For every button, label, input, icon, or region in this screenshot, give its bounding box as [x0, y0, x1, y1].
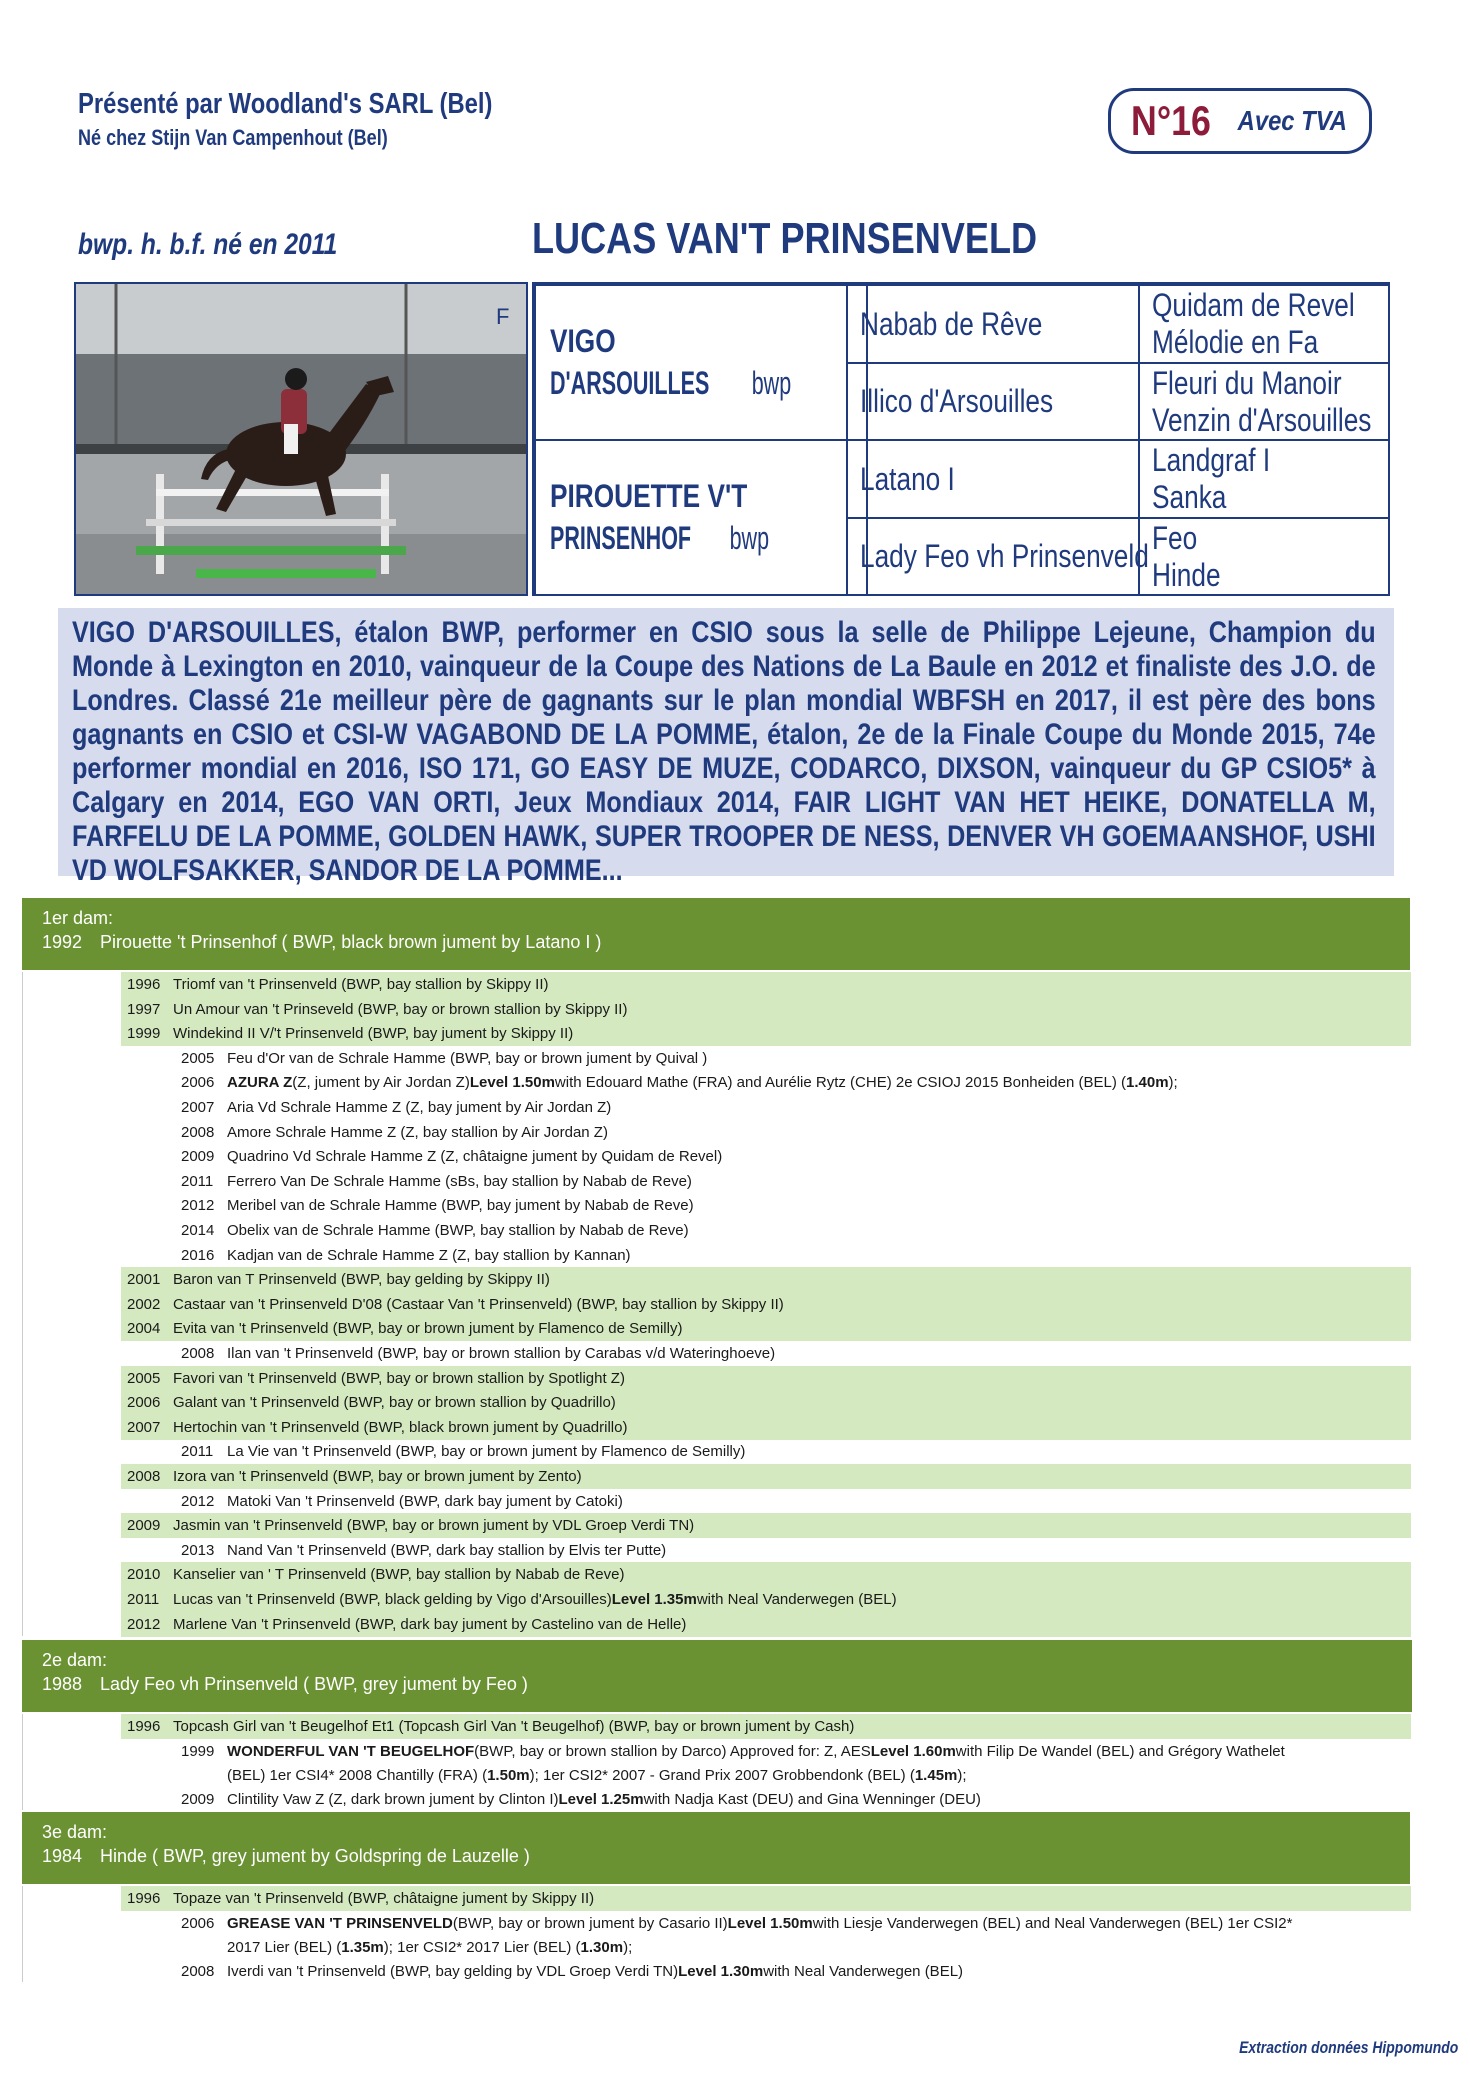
list-item: 2009 Jasmin van 't Prinsenveld (BWP, bay or brown jument by VDL Groep Verdi TN) [121, 1513, 1411, 1538]
dam-3-label: 3e dam: [42, 1822, 108, 1842]
lot-number: N°16 [1130, 97, 1211, 144]
dam-2-label: 2e dam: [42, 1650, 108, 1670]
pedigree-dam [534, 439, 868, 596]
list-item: 2013 Nand Van 't Prinsenveld (BWP, dark bay stallion by Elvis ter Putte) [181, 1541, 667, 1559]
pedigree-dam-dam: Lady Feo vh Prinsenveld [846, 517, 1140, 596]
dam-3-header [22, 1812, 1410, 1884]
list-item: 2011 Ferrero Van De Schrale Hamme (sBs, bay stallion by Nabab de Reve) [181, 1172, 692, 1190]
list-item: 2005 Feu d'Or van de Schrale Hamme (BWP, bay or brown jument by Quival ) [181, 1049, 708, 1067]
list-item: 2007 Aria Vd Schrale Hamme Z (Z, bay jument by Air Jordan Z) [181, 1099, 612, 1116]
sire-bio-text: VIGO D'ARSOUILLES, étalon BWP, performer en CSIO sous la selle de Philippe Lejeune, Champion du Monde à Lexington en 2010, vainqueur de la Coupe des Nations de La Baule en 2012 et finaliste des J.O. de Londres. Classé 21e meilleur père de gagnants sur le plan mondial WBFSH en 2017, il est père des bons gagnants en CSIO et CSI-W VAGABOND DE LA POMME, étalon, 2e de la Finale Coupe du Monde 2015, 74e performer mondial en 2016, ISO 171, GO EASY DE MUZE, CODARCO, DIXSON, vainqueur du GP CSIO5* à Calgary en 2014, EGO VAN ORTI, Jeux Mondiaux 2014, FAIR LIGHT VAN HET HEIKE, DONATELLA M, FARFELU DE LA POMME, GOLDEN HAWK, SUPER TROOPER DE NESS, DENVER VH GOEMAANSHOF, USHI VD WOLFSAKKER, SANDOR DE LA POMME... [72, 616, 1376, 887]
list-item: 2009 Clintility Vaw Z (Z, dark brown jument by Clinton I) Level 1.25m with Nadja Kast (DEU) and Gina Wenninger (DEU) [181, 1791, 981, 1808]
list-item: 2012 Matoki Van 't Prinsenveld (BWP, dark bay jument by Catoki) [181, 1492, 623, 1510]
list-item: 1996 Topaze van 't Prinsenveld (BWP, châtaigne jument by Skippy II) [121, 1886, 1411, 1911]
list-item: 2017 Lier (BEL) ( 1.35m ); 1er CSI2* 2017 Lier (BEL) ( 1.30m ); [227, 1939, 633, 1956]
pedigree-ggp-3: Landgraf I Sanka [1138, 439, 1390, 519]
list-item: 2007 Hertochin van 't Prinsenveld (BWP, black brown jument by Quadrillo) [121, 1415, 1411, 1440]
list-item: 2014 Obelix van de Schrale Hamme (BWP, bay stallion by Nabab de Reve) [181, 1222, 689, 1239]
list-item: 2012 Marlene Van 't Prinsenveld (BWP, dark bay jument by Castelino van de Helle) [121, 1612, 1411, 1637]
list-item: 2006 Galant van 't Prinsenveld (BWP, bay or brown stallion by Quadrillo) [121, 1390, 1411, 1415]
list-item: 1997 Un Amour van 't Prinseveld (BWP, bay or brown stallion by Skippy II) [121, 997, 1411, 1022]
horse-description: bwp. h. b.f. né en 2011 [78, 228, 338, 261]
list-item: 2006 AZURA Z (Z, jument by Air Jordan Z) Level 1.50m with Edouard Mathe (FRA) and Aurélie Rytz (CHE) 2e CSIOJ 2015 Bonheiden (BEL) ( 1.40m ); [181, 1074, 1178, 1092]
list-item: 2011 La Vie van 't Prinsenveld (BWP, bay or brown jument by Flamenco de Semilly) [181, 1443, 746, 1461]
horse-photo [74, 282, 528, 596]
presenter-text: Présenté par Woodland's SARL (Bel) [78, 88, 493, 120]
list-item: 1996 Triomf van 't Prinsenveld (BWP, bay stallion by Skippy II) [121, 972, 1411, 997]
dam-2-title: 1988 Lady Feo vh Prinsenveld ( BWP, grey jument by Feo ) [42, 1674, 528, 1694]
breeder-text: Né chez Stijn Van Campenhout (Bel) [78, 125, 388, 150]
list-item: 2002 Castaar van 't Prinsenveld D'08 (Castaar Van 't Prinsenveld) (BWP, bay stallion by Skippy II) [121, 1292, 1411, 1317]
list-item: 2006 GREASE VAN 'T PRINSENVELD (BWP, bay or brown jument by Casario II) Level 1.50m with Liesje Vanderwegen (BEL) and Neal Vanderwegen (BEL) 1er CSI2* [181, 1915, 1293, 1932]
vat-note: Avec TVA [1237, 105, 1347, 136]
pedigree-sire-sire: Nabab de Rêve [846, 284, 1140, 364]
list-item: 2001 Baron van T Prinsenveld (BWP, bay gelding by Skippy II) [121, 1267, 1411, 1292]
list-item: 2004 Evita van 't Prinsenveld (BWP, bay or brown jument by Flamenco de Semilly) [121, 1316, 1411, 1341]
dam-1-label: 1er dam: [42, 908, 114, 928]
list-item: 1999 WONDERFUL VAN 'T BEUGELHOF (BWP, bay or brown stallion by Darco) Approved for: Z, AES Level 1.60m with Filip De Wandel (BEL) and Grégory Wathelet [181, 1743, 1285, 1760]
list-item: 2009 Quadrino Vd Schrale Hamme Z (Z, châtaigne jument by Quidam de Revel) [181, 1148, 723, 1166]
svg-text:F: F [496, 304, 510, 329]
dam-line2: PRINSENHOF bwp [550, 519, 769, 556]
pedigree-ggp-4: Feo Hinde [1138, 517, 1390, 596]
list-item: 2016 Kadjan van de Schrale Hamme Z (Z, bay stallion by Kannan) [181, 1246, 631, 1264]
pedigree-sire [534, 284, 868, 441]
list-item: 2008 Izora van 't Prinsenveld (BWP, bay or brown jument by Zento) [121, 1464, 1411, 1489]
pedigree-table [532, 282, 1390, 596]
list-item: 2011 Lucas van 't Prinsenveld (BWP, black gelding by Vigo d'Arsouilles) Level 1.35m with Neal Vanderwegen (BEL) [121, 1587, 1411, 1612]
pedigree-sire-dam: Illico d'Arsouilles [846, 362, 1140, 441]
list-item: 1999 Windekind II V/'t Prinsenveld (BWP, bay jument by Skippy II) [121, 1021, 1411, 1046]
pedigree-ggp-2: Fleuri du Manoir Venzin d'Arsouilles [1138, 362, 1390, 441]
list-item: 2005 Favori van 't Prinsenveld (BWP, bay or brown stallion by Spotlight Z) [121, 1366, 1411, 1391]
dam-2-header [22, 1640, 1412, 1712]
list-item: 2008 Amore Schrale Hamme Z (Z, bay stallion by Air Jordan Z) [181, 1123, 608, 1141]
pedigree-dam-sire: Latano I [846, 439, 1140, 519]
list-item: 2008 Iverdi van 't Prinsenveld (BWP, bay gelding by VDL Groep Verdi TN) Level 1.30m with Neal Vanderwegen (BEL) [181, 1963, 964, 1980]
list-item: (BEL) 1er CSI4* 2008 Chantilly (FRA) ( 1.50m ); 1er CSI2* 2007 - Grand Prix 2007 Grobbendonk (BEL) ( 1.45m ); [227, 1767, 967, 1784]
sire-line2: D'ARSOUILLES bwp [550, 364, 792, 401]
list-item: 2012 Meribel van de Schrale Hamme (BWP, bay jument by Nabab de Reve) [181, 1197, 694, 1215]
presenter-block [78, 88, 583, 151]
lot-badge [1108, 88, 1372, 154]
dam-1-title: 1992 Pirouette 't Prinsenhof ( BWP, black brown jument by Latano I ) [42, 932, 602, 952]
list-item: 2010 Kanselier van ' T Prinsenveld (BWP, bay stallion by Nabab de Reve) [121, 1562, 1411, 1587]
horse-name: LUCAS VAN'T PRINSENVELD [532, 214, 1038, 263]
pedigree-ggp-1: Quidam de Revel Mélodie en Fa [1138, 284, 1390, 364]
dam-3-offspring-list [22, 1886, 1411, 1982]
list-item: 2008 Ilan van 't Prinsenveld (BWP, bay or brown stallion by Carabas v/d Wateringhoeve) [181, 1345, 776, 1362]
footer-credit: Extraction données Hippomundo [1238, 2038, 1458, 2057]
dam-3-title: 1984 Hinde ( BWP, grey jument by Goldspring de Lauzelle ) [42, 1846, 530, 1866]
sire-line1: VIGO [550, 322, 616, 359]
dam-line1: PIROUETTE V'T [550, 477, 748, 514]
sire-bio-box [58, 608, 1394, 887]
show-jumping-photo-icon [76, 284, 528, 596]
dam-1-header [22, 898, 1410, 970]
list-item: 1996 Topcash Girl van 't Beugelhof Et1 (Topcash Girl Van 't Beugelhof) (BWP, bay or brown jument by Cash) [121, 1714, 1411, 1739]
dam-1-offspring-list [22, 972, 1411, 1636]
dam-2-offspring-list [22, 1714, 1411, 1810]
